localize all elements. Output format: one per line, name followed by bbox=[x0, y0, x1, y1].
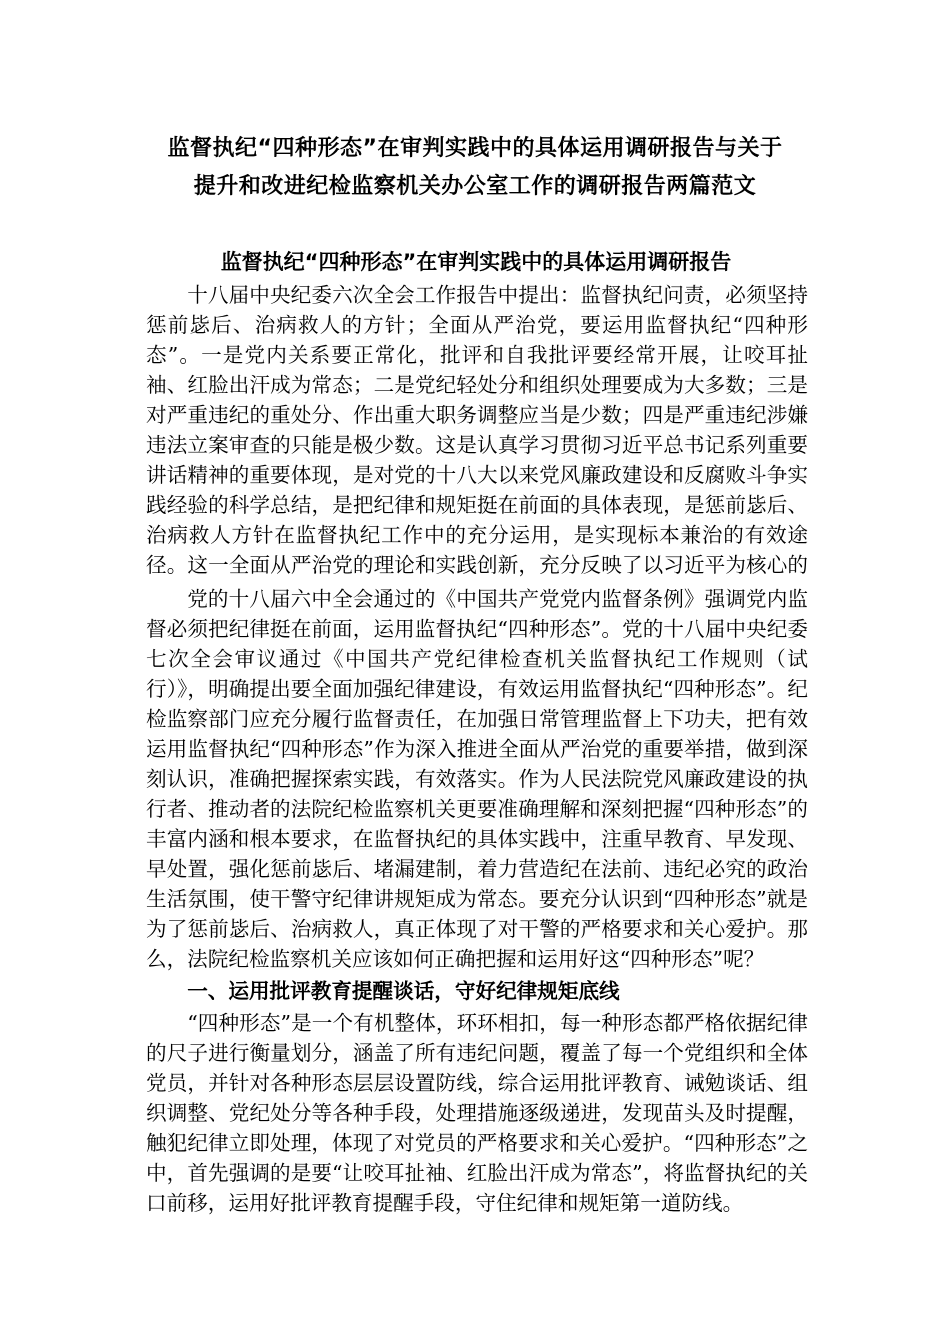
document-title bbox=[150, 130, 800, 206]
heading-1: 一、运用批评教育提醒谈话，守好纪律规矩底线 bbox=[187, 979, 620, 1003]
paragraph-3: “四种形态”是一个有机整体，环环相扣，每一种形态都严格依据纪律的尺子进行衡量划分，涵盖了所有违纪问题，覆盖了每一个党组织和全体党员，并针对各种形态层层设置防线，综合运用批评教育、诫勉谈话、组织调整、党纪处分等各种手段，处理措施逐级递进，发现苗头及时提醒，触犯纪律立即处理，体现了对党员的严格要求和关心爱护。“四种形态”之中，首先强调的是要“让咬耳扯袖、红脸出汗成为常态”，将监督执纪的关口前移，运用好批评教育提醒手段，守住纪律和规矩第一道防线。 bbox=[146, 1011, 808, 1215]
paragraph-1: 十八届中央纪委六次全会工作报告中提出：监督执纪问责，必须坚持惩前毖后、治病救人的方针；全面从严治党，要运用监督执纪“四种形态”。一是党内关系要正常化，批评和自我批评要经常开展，让咬耳扯袖、红脸出汗成为常态；二是党纪轻处分和组织处理要成为大多数；三是对严重违纪的重处分、作出重大职务调整应当是少数；四是严重违纪涉嫌违法立案审查的只能是极少数。这是认真学习贯彻习近平总书记系列重要讲话精神的重要体现，是对党的十八大以来党风廉政建设和反腐败斗争实践经验的科学总结，是把纪律和规矩挺在前面的具体表现，是惩前毖后、治病救人方针在监督执纪工作中的充分运用，是实现标本兼治的有效途径。这一全面从严治党的理论和实践创新，充分反映了以习近平为核心的 bbox=[146, 283, 808, 577]
document-title-line-1: 监督执纪“四种形态”在审判实践中的具体运用调研报告与关于 bbox=[167, 136, 783, 161]
document-body bbox=[146, 280, 808, 1248]
document-title-line-2: 提升和改进纪检监察机关办公室工作的调研报告两篇范文 bbox=[193, 174, 757, 199]
paragraph-2: 党的十八届六中全会通过的《中国共产党党内监督条例》强调党内监督必须把纪律挺在前面，运用监督执纪“四种形态”。党的十八届中央纪委七次全会审议通过《中国共产党纪律检查机关监督执纪工作规则（试行）》，明确提出要全面加强纪律建设，有效运用监督执纪“四种形态”。纪检监察部门应充分履行监督责任，在加强日常管理监督上下功夫，把有效运用监督执纪“四种形态”作为深入推进全面从严治党的重要举措，做到深刻认识，准确把握探索实践，有效落实。作为人民法院党风廉政建设的执行者、推动者的法院纪检监察机关更要准确理解和深刻把握“四种形态”的丰富内涵和根本要求，在监督执纪的具体实践中，注重早教育、早发现、早处置，强化惩前毖后、堵漏建制，着力营造纪在法前、违纪必究的政治生活氛围，使干警守纪律讲规矩成为常态。要充分认识到“四种形态”就是为了惩前毖后、治病救人，真正体现了对干警的严格要求和关心爱护。那么，法院纪检监察机关应该如何正确把握和运用好这“四种形态”呢？ bbox=[146, 587, 808, 971]
section-title: 监督执纪“四种形态”在审判实践中的具体运用调研报告 bbox=[220, 250, 732, 274]
